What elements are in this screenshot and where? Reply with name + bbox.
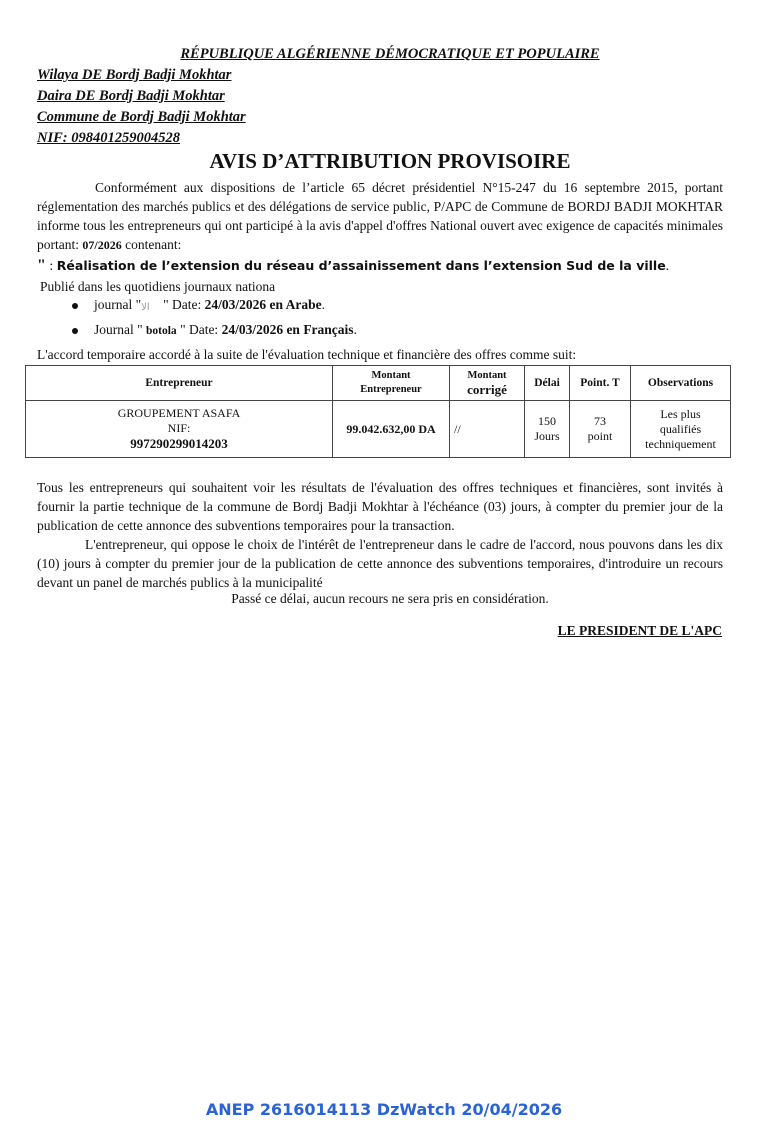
subject-line xyxy=(37,257,737,275)
col-entrepreneur: Entrepreneur xyxy=(26,366,333,401)
footer-reference: ANEP 2616014113 DzWatch 20/04/2026 xyxy=(205,1100,563,1119)
cell-montant-corrige: // xyxy=(450,401,525,458)
journal-date-label: " Date: xyxy=(163,297,205,312)
journal-date-label: " Date: xyxy=(176,322,222,337)
journal-end: . xyxy=(321,297,325,312)
entrepreneur-name: GROUPEMENT ASAFA xyxy=(117,406,241,420)
entrepreneur-nif: 997290299014203 xyxy=(130,436,228,451)
publication-item xyxy=(72,297,325,313)
accord-text: L'accord temporaire accordé à la suite de l'évaluation technique et financière des offres comme suit: xyxy=(37,347,577,362)
col-delai: Délai xyxy=(525,366,570,401)
entrepreneur-nif-label: NIF: xyxy=(167,421,191,435)
subject-text: Réalisation de l’extension du réseau d’assainissement dans l’extension Sud de la ville xyxy=(56,258,666,273)
col-point: Point. T xyxy=(570,366,631,401)
col-montant: Montant Entrepreneur xyxy=(333,366,450,401)
intro-paragraph xyxy=(37,178,723,255)
cell-point: 73 point xyxy=(570,401,631,458)
recours-paragraph: L'entrepreneur, qui oppose le choix de l'intérêt de l'entrepreneur dans le cadre de l'accord, nous pouvons dans les dix (10) jours à compter du premier jour de la publication de cette annonce des subventions temporaires, d'introduire un recours devant un panel de marchés publics à la municipalité xyxy=(37,537,723,590)
results-paragraph: Tous les entrepreneurs qui souhaitent voir les résultats de l'évaluation des offres techniques et financières, sont invités à fournir la partie technique de la commune de Bordj Badji Mokhtar à l'échéance (03) jours, à compter du premier jour de la publication de cette annonce des subventions temporaires pour la transaction. xyxy=(37,480,723,533)
col-observations: Observations xyxy=(631,366,731,401)
nif-line: NIF: 098401259004528 xyxy=(37,130,180,146)
cell-montant: 99.042.632,00 DA xyxy=(333,401,450,458)
journal-date: 24/03/2026 en Français xyxy=(221,322,354,337)
wilaya-line: Wilaya DE Bordj Badji Mokhtar xyxy=(37,67,232,83)
journal-date: 24/03/2026 en Arabe xyxy=(204,297,322,312)
delai-line: Passé ce délai, aucun recours ne sera pris en considération. xyxy=(231,591,549,606)
attribution-table xyxy=(25,365,731,458)
journal-name: botola xyxy=(146,325,177,337)
table-row xyxy=(26,401,731,458)
cell-observations: Les plus qualifiés techniquement xyxy=(631,401,731,458)
col-montant-corrige: Montant corrigé xyxy=(450,366,525,401)
intro-ref: 07/2026 xyxy=(82,238,122,252)
journal-label: Journal " xyxy=(94,322,147,337)
intro-text: Conformément aux dispositions de l’article 65 décret présidentiel N°15-247 du 16 septembre 2015, portant réglementation des marchés publics et des délégations de service public, P/APC de Commune de BORDJ BADJI MOKHTAR informe tous les entrepreneurs qui ont participé à la avis d'appel d'offres National ouvert avec exigence de capacités minimales portant: xyxy=(37,180,723,252)
bullet-icon xyxy=(72,328,78,334)
subject-quote: " xyxy=(37,257,46,274)
bullet-icon xyxy=(72,303,78,309)
table-header-row xyxy=(26,366,731,401)
subject-end: . xyxy=(665,259,670,274)
arabic-journal-name-icon: ﺍﻟﺎ xyxy=(141,301,150,313)
publication-item xyxy=(72,322,357,338)
commune-line: Commune de Bordj Badji Mokhtar xyxy=(37,109,246,125)
republic-heading: RÉPUBLIQUE ALGÉRIENNE DÉMOCRATIQUE ET POPULAIRE xyxy=(180,46,600,62)
cell-entrepreneur xyxy=(26,401,333,458)
cell-delai: 150 Jours xyxy=(525,401,570,458)
publication-intro: Publié dans les quotidiens journaux nationa xyxy=(40,279,276,294)
signature: LE PRESIDENT DE L'APC xyxy=(557,623,722,638)
journal-label: journal " xyxy=(94,297,142,312)
journal-end: . xyxy=(353,322,357,337)
subject-sep: : xyxy=(45,259,57,274)
daira-line: Daira DE Bordj Badji Mokhtar xyxy=(37,88,225,104)
page-title: AVIS D’ATTRIBUTION PROVISOIRE xyxy=(209,149,571,173)
intro-suffix: contenant: xyxy=(121,237,182,252)
